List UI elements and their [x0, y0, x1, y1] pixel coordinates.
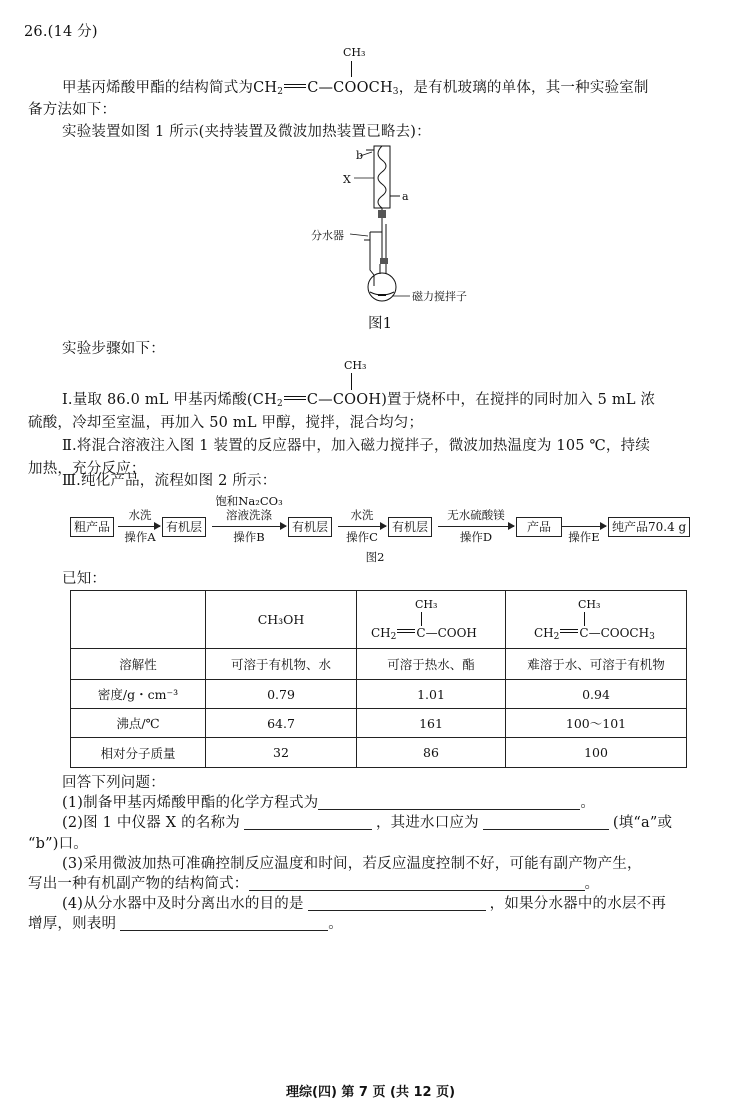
- answer-blank-2a[interactable]: [244, 814, 372, 830]
- question-1: (1)制备甲基丙烯酸甲酯的化学方程式为 。: [62, 795, 596, 811]
- flow-above-b: 饱和Na₂CO₃: [215, 494, 283, 508]
- table-ester-ch3: CH₃: [578, 598, 601, 611]
- question-3-line-1: (3)采用微波加热可准确控制反应温度和时间，若反应温度控制不好，可能有副产物产生，: [62, 856, 642, 872]
- table-row: [71, 709, 687, 738]
- page-footer: 理综(四) 第 7 页 (共 12 页): [286, 1085, 456, 1100]
- flow-below-d: 操作D: [459, 530, 493, 544]
- flow-below-a: 操作A: [124, 530, 156, 544]
- fig1-label-b: b: [356, 149, 364, 162]
- figure1-apparatus: [330, 140, 460, 305]
- answer-blank-3[interactable]: [249, 875, 585, 891]
- flow-box-organic-3: 有机层: [388, 517, 432, 537]
- table-cell: 100～101: [506, 709, 687, 738]
- intro-line-1: 甲基丙烯酸甲酯的结构简式为$CH_2$ $C—COOCH_3$，是有机玻璃的单体，其一种实验室制: [62, 80, 649, 97]
- table-cell: 100: [506, 738, 687, 768]
- question-number: 26.(14 分): [24, 24, 98, 40]
- flow-box-crude: 粗产品: [70, 517, 114, 537]
- answer-blank-1[interactable]: [318, 794, 580, 810]
- flow-below-b: 操作B: [233, 530, 265, 544]
- question-2-cont: “b”)口。: [28, 836, 88, 852]
- flow-box-organic-2: 有机层: [288, 517, 332, 537]
- fig1-label-a: a: [402, 190, 409, 203]
- table-row: [71, 649, 687, 680]
- table-cell: 可溶于热水、酯: [357, 649, 506, 680]
- table-header-ester: [506, 591, 687, 649]
- known-heading: 已知：: [62, 571, 107, 587]
- table-ester-bond: [584, 612, 585, 626]
- ester-methyl-bond: [351, 61, 352, 77]
- step2-line-1: Ⅱ.将混合溶液注入图 1 装置的反应器中，加入磁力搅拌子，微波加热温度为 105 ℃，持续: [62, 438, 651, 454]
- table-cell: 161: [357, 709, 506, 738]
- step1-line-2: 硫酸，冷却至室温，再加入 50 mL 甲醇，搅拌，混合均匀；: [28, 415, 424, 431]
- flow-below-e: 操作E: [568, 530, 600, 544]
- intro-line-2: 备方法如下：: [28, 102, 117, 118]
- step3-line: Ⅲ.纯化产品，流程如图 2 所示：: [62, 473, 277, 489]
- table-acid-formula: $CH_2$ C—COOH: [371, 626, 477, 642]
- answer-blank-4a[interactable]: [308, 895, 486, 911]
- flow-arrow-c: [338, 526, 386, 527]
- flow-arrow-b: [212, 526, 286, 527]
- table-cell: 86: [357, 738, 506, 768]
- table-header-acid: [357, 591, 506, 649]
- flow-above-b-2: 溶液洗涤: [226, 508, 272, 522]
- fig1-label-separator: 分水器: [311, 229, 344, 242]
- fig1-label-x: X: [343, 173, 351, 186]
- answer-blank-4b[interactable]: [120, 915, 328, 931]
- flow-arrow-e: [562, 526, 606, 527]
- properties-table: [70, 590, 687, 768]
- fig1-caption: 图1: [368, 316, 393, 332]
- fig1-label-stirrer: 磁力搅拌子: [412, 290, 467, 303]
- table-acid-bond: [421, 612, 422, 626]
- flow-below-c: 操作C: [346, 530, 378, 544]
- table-acid-ch3: CH₃: [415, 598, 438, 611]
- table-cell: 难溶于水、可溶于有机物: [506, 649, 687, 680]
- flow-arrow-d: [438, 526, 514, 527]
- table-cell: 32: [206, 738, 357, 768]
- flow-box-pure: 纯产品70.4 g: [608, 517, 690, 537]
- table-cell: 可溶于有机物、水: [206, 649, 357, 680]
- flow-above-c: 水洗: [350, 508, 374, 522]
- flow-box-organic-1: 有机层: [162, 517, 206, 537]
- question-4-line-2: 增厚，则表明 。: [28, 916, 343, 932]
- table-cell: 1.01: [357, 680, 506, 709]
- table-row-label: 沸点/℃: [71, 709, 206, 738]
- questions-heading: 回答下列问题：: [62, 775, 165, 791]
- question-3-line-2: 写出一种有机副产物的结构简式： 。: [28, 876, 600, 892]
- question-2: (2)图 1 中仪器 X 的名称为 ，其进水口应为 (填“a”或: [62, 815, 673, 831]
- intro-line-3: 实验装置如图 1 所示(夹持装置及微波加热装置已略去)：: [62, 124, 431, 140]
- table-row-label: 相对分子质量: [71, 738, 206, 768]
- step2-line-2: 加热，充分反应；: [28, 461, 146, 477]
- question-4-line-1: (4)从分水器中及时分离出水的目的是 ，如果分水器中的水层不再: [62, 896, 667, 912]
- table-header-cell-0: [71, 591, 206, 649]
- table-row: [71, 738, 687, 768]
- flow-above-a: 水洗: [128, 508, 152, 522]
- answer-blank-2b[interactable]: [483, 814, 609, 830]
- table-row-label: 溶解性: [71, 649, 206, 680]
- table-ester-formula: $CH_2$ $C—COOCH_3$: [534, 626, 655, 642]
- acid-ch3-label: CH₃: [344, 359, 367, 372]
- acid-methyl-bond: [351, 373, 352, 390]
- flow-above-d: 无水硫酸镁: [447, 508, 505, 522]
- table-header-methanol: CH₃OH: [206, 591, 357, 649]
- flow-arrow-a: [118, 526, 160, 527]
- table-cell: 0.94: [506, 680, 687, 709]
- fig2-caption: 图2: [365, 550, 385, 564]
- table-cell: 0.79: [206, 680, 357, 709]
- step1-line-1: Ⅰ.量取 86.0 mL 甲基丙烯酸($CH_2$ C—COOH)置于烧杯中，在搅拌的同时加入 5 mL 浓: [62, 392, 656, 409]
- table-cell: 64.7: [206, 709, 357, 738]
- flow-box-product: 产品: [516, 517, 562, 537]
- table-header-row: [71, 591, 687, 649]
- steps-heading: 实验步骤如下：: [62, 341, 165, 357]
- ester-ch3-label: CH₃: [343, 46, 366, 59]
- table-row-label: 密度/g・cm⁻³: [71, 680, 206, 709]
- table-row: [71, 680, 687, 709]
